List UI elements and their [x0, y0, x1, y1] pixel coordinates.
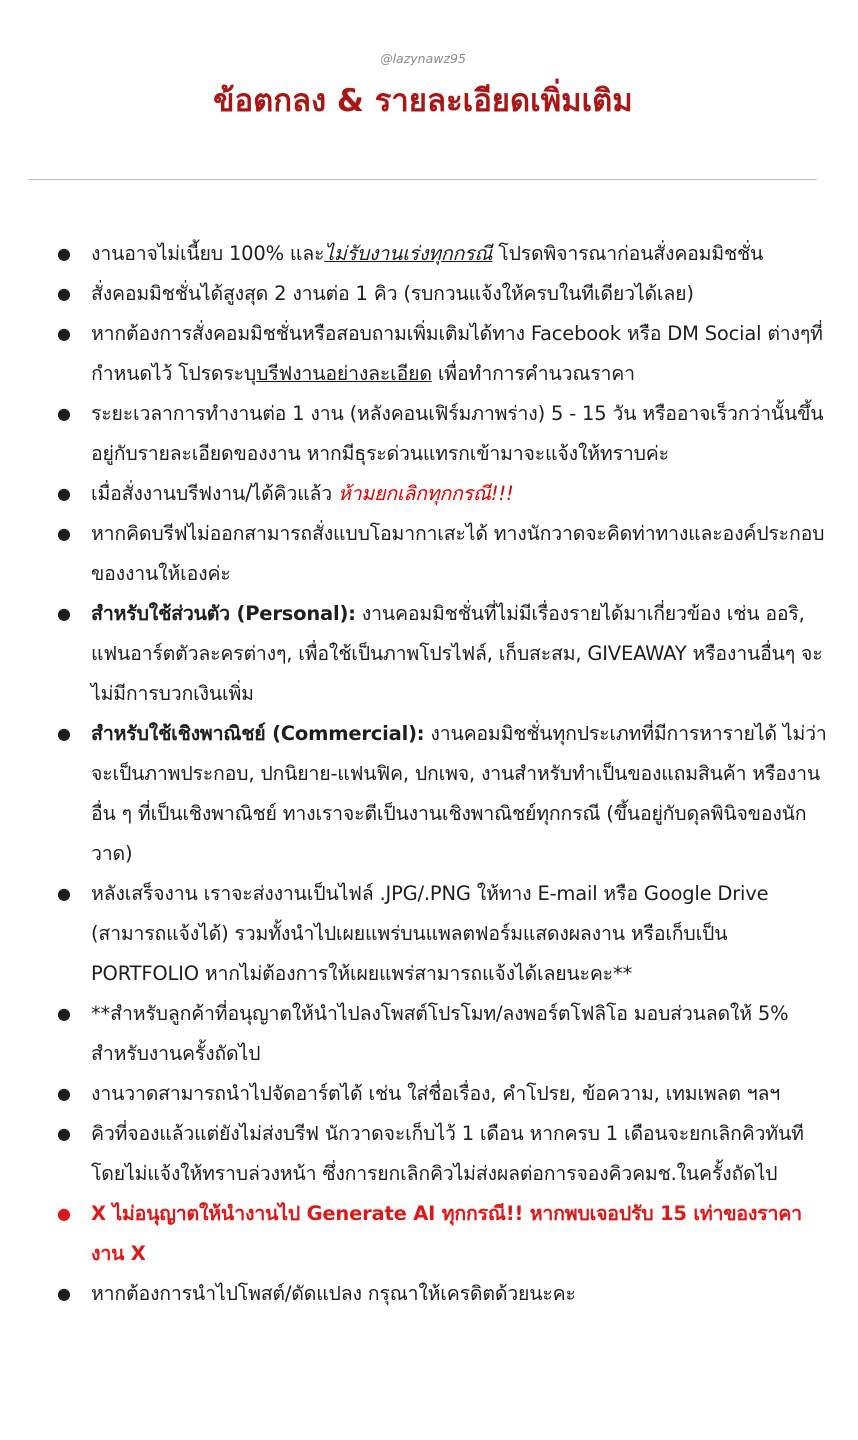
- list-item: [0, 394, 858, 474]
- term-heading: สำหรับใช้ส่วนตัว (Personal):: [91, 602, 356, 625]
- list-item: [0, 1114, 858, 1194]
- list-item: [0, 1074, 858, 1114]
- bullet-icon: ●: [57, 524, 71, 543]
- term-emphasis: บรีฟงานอย่างละเอียด: [256, 362, 432, 385]
- term-text: เพื่อทำการคำนวณราคา: [431, 362, 635, 385]
- term-text: สั่งคอมมิชชั่นได้สูงสุด 2 งานต่อ 1 คิว (รบกวนแจ้งให้ครบในทีเดียวได้เลย): [91, 282, 694, 305]
- bullet-icon: ●: [57, 724, 71, 743]
- bullet-icon: ●: [57, 404, 71, 423]
- bullet-icon: ●: [57, 1124, 71, 1143]
- bullet-icon: ●: [57, 604, 71, 623]
- author-handle: @lazynawz95: [380, 51, 466, 66]
- list-item: [0, 594, 858, 714]
- term-text: หลังเสร็จงาน เราจะส่งงานเป็นไฟล์ .JPG/.PNG ให้ทาง E-mail หรือ Google Drive (สามารถแจ้งได้) รวมทั้งนำไปเผยแพร่บนแพลตฟอร์มแสดงผลงาน หรือเก็บเป็น PORTFOLIO หากไม่ต้องการให้เผยแพร่สามารถแจ้งได้เลยนะคะ**: [91, 882, 769, 985]
- term-text: คิวที่จองแล้วแต่ยังไม่ส่งบรีฟ นักวาดจะเก็บไว้ 1 เดือน หากครบ 1 เดือนจะยกเลิกคิวทันทีโดยไม่แจ้งให้ทราบล่วงหน้า ซึ่งการยกเลิกคิวไม่ส่งผลต่อการจองคิวคมช.ในครั้งถัดไป: [91, 1122, 804, 1185]
- term-heading: สำหรับใช้เชิงพาณิชย์ (Commercial):: [91, 722, 425, 745]
- term-text: งานอาจไม่เนี้ยบ 100% และ: [91, 242, 325, 265]
- bullet-icon: ●: [57, 1084, 71, 1103]
- term-text: งานคอมมิชชั่นทุกประเภทที่มีการหารายได้ ไม่ว่าจะเป็นภาพประกอบ, ปกนิยาย-แฟนฟิค, ปกเพจ, งานสำหรับทำเป็นของแถมสินค้า หรืองานอื่น ๆ ที่เป็นเชิงพาณิชย์ ทางเราจะตีเป็นงานเชิงพาณิชย์ทุกกรณี (ขึ้นอยู่กับดุลพินิจของนักวาด): [91, 722, 827, 865]
- list-item: [0, 234, 858, 274]
- bullet-icon: ●: [57, 484, 71, 503]
- list-item: [0, 474, 858, 514]
- list-item: [0, 514, 858, 594]
- bullet-icon: ●: [57, 1004, 71, 1023]
- list-item: [0, 1274, 858, 1314]
- list-item: [0, 274, 858, 314]
- term-text: ระยะเวลาการทำงานต่อ 1 งาน (หลังคอนเฟิร์มภาพร่าง) 5 - 15 วัน หรืออาจเร็วกว่านั้นขึ้นอยู่กับรายละเอียดของงาน หากมีธุระด่วนแทรกเข้ามาจะแจ้งให้ทราบค่ะ: [91, 402, 824, 465]
- bullet-icon: ●: [57, 1204, 71, 1223]
- list-item: [0, 314, 858, 394]
- list-item: [0, 714, 858, 874]
- list-item: [0, 994, 858, 1074]
- bullet-icon: ●: [57, 324, 71, 343]
- term-text: เมื่อสั่งงานบรีฟงาน/ได้คิวแล้ว: [91, 482, 339, 505]
- term-text: โปรดพิจารณาก่อนสั่งคอมมิชชั่น: [492, 242, 764, 265]
- term-text: งานวาดสามารถนำไปจัดอาร์ตได้ เช่น ใส่ชื่อเรื่อง, คำโปรย, ข้อความ, เทมเพลต ฯลฯ: [91, 1082, 781, 1105]
- header-divider: [29, 179, 817, 180]
- terms-list: [0, 234, 858, 1314]
- term-text: หากต้องการสั่งคอมมิชชั่นหรือสอบถามเพิ่มเติมได้ทาง Facebook หรือ DM Social ต่างๆที่กำหนดไว้ โปรดระบุ: [91, 322, 823, 385]
- list-item-ai-warning: [0, 1194, 858, 1274]
- page-title: ข้อตกลง & รายละเอียดเพิ่มเติม: [213, 83, 633, 119]
- bullet-icon: ●: [57, 1284, 71, 1303]
- term-text: หากต้องการนำไปโพสต์/ดัดแปลง กรุณาให้เครดิตด้วยนะคะ: [91, 1282, 576, 1305]
- list-item: [0, 874, 858, 994]
- term-text: งานคอมมิชชั่นที่ไม่มีเรื่องรายได้มาเกี่ยวข้อง เช่น ออริ, แฟนอาร์ตตัวละครต่างๆ, เพื่อใช้เป็นภาพโปรไฟล์, เก็บสะสม, GIVEAWAY หรืองานอื่นๆ จะไม่มีการบวกเงินเพิ่ม: [91, 602, 823, 705]
- term-text: **สำหรับลูกค้าที่อนุญาตให้นำไปลงโพสต์โปรโมท/ลงพอร์ตโฟลิโอ มอบส่วนลดให้ 5% สำหรับงานครั้งถัดไป: [91, 1002, 789, 1065]
- term-warning: X ไม่อนุญาตให้นำงานไป Generate AI ทุกกรณี!! หากพบเจอปรับ 15 เท่าของราคางาน X: [91, 1202, 802, 1265]
- term-emphasis: ไม่รับงานเร่งทุกกรณี: [324, 242, 493, 265]
- bullet-icon: ●: [57, 884, 71, 903]
- bullet-icon: ●: [57, 244, 71, 263]
- term-text: หากคิดบรีฟไม่ออกสามารถสั่งแบบโอมากาเสะได้ ทางนักวาดจะคิดท่าทางและองค์ประกอบของงานให้เองค่ะ: [91, 522, 825, 585]
- bullet-icon: ●: [57, 284, 71, 303]
- term-warning: ห้ามยกเลิกทุกกรณี!!!: [338, 482, 514, 505]
